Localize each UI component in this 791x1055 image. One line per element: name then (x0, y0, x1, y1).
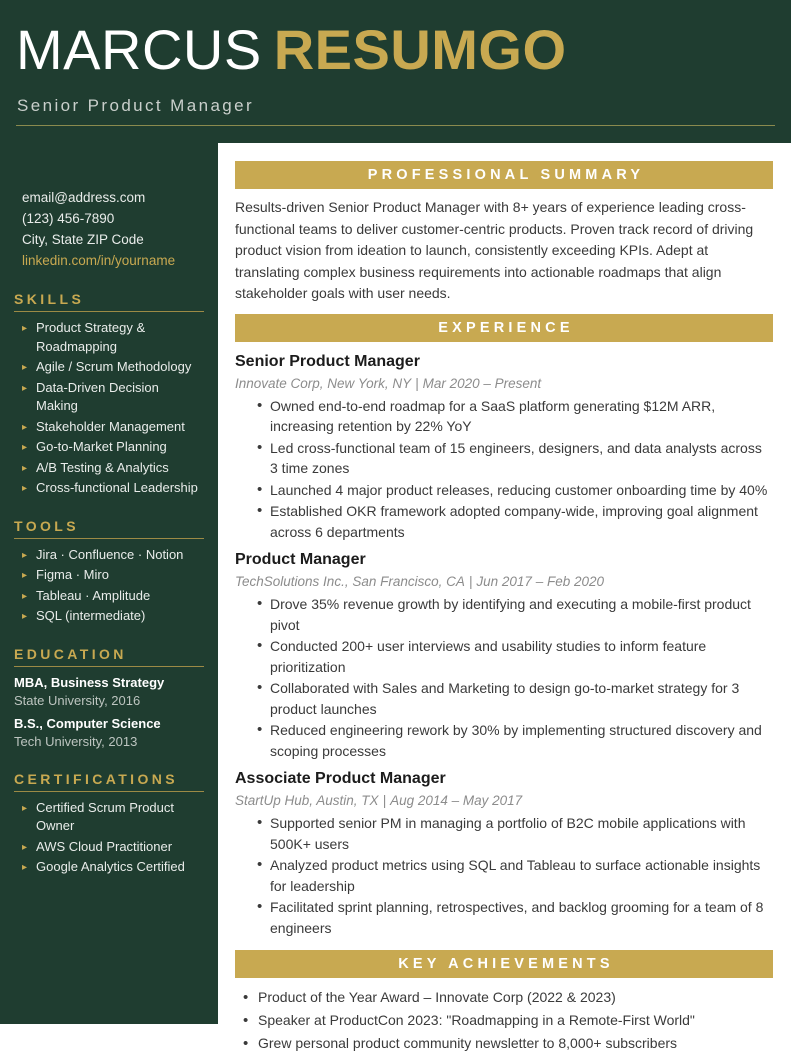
job-company: StartUp Hub, Austin, TX (235, 793, 379, 808)
job-title: Senior Product Manager (235, 352, 420, 370)
certifications-list (14, 799, 204, 877)
job-company: TechSolutions Inc., San Francisco, CA (235, 574, 465, 589)
header-divider (16, 125, 775, 126)
list-item: • Reduced engineering rework by 30% by implementing structured discovery and scoping processes (257, 720, 773, 761)
experience-entry (235, 350, 773, 543)
tools-list (14, 546, 204, 626)
job-meta-separator: | (382, 793, 387, 808)
list-item: ▸ Stakeholder Management (14, 418, 204, 437)
list-item: • Led cross-functional team of 15 engineers, designers, and data analysts across 3 time zones (257, 438, 773, 479)
education-school: Tech University, 2013 (14, 733, 138, 749)
list-item: ▸ SQL (intermediate) (14, 607, 204, 626)
list-item: • Collaborated with Sales and Marketing to design go-to-market strategy for 3 product launches (257, 678, 773, 719)
section-spacer (235, 942, 773, 950)
education-degree: B.S., Computer Science (14, 715, 161, 731)
tools-heading: TOOLS (14, 518, 204, 539)
list-item: • Analyzed product metrics using SQL and Tableau to surface actionable insights for leadership (257, 855, 773, 896)
contact-phone[interactable]: (123) 456-7890 (22, 211, 115, 226)
list-item: ▸ Product Strategy & Roadmapping (14, 319, 204, 356)
achievements-list (235, 986, 773, 1055)
contact-location: City, State ZIP Code (22, 232, 144, 247)
certifications-section (14, 771, 204, 877)
list-item: ▸ Google Analytics Certified (14, 858, 204, 877)
main-content (220, 143, 791, 1051)
resume-header (0, 0, 791, 143)
list-item: • Established OKR framework adopted company-wide, improving goal alignment across 6 departments (257, 501, 773, 542)
job-title: Product Manager (235, 551, 366, 568)
list-item: ▸ Cross-functional Leadership (14, 479, 204, 498)
tools-section (14, 518, 204, 626)
list-item: • Launched 4 major product releases, reducing customer onboarding time by 40% (257, 480, 773, 501)
job-company: Innovate Corp, New York, NY (235, 375, 412, 391)
achievements-heading: KEY ACHIEVEMENTS (235, 950, 773, 978)
summary-heading: PROFESSIONAL SUMMARY (235, 161, 773, 189)
skills-section (14, 291, 204, 498)
job-meta-separator: | (415, 375, 419, 391)
job-bullets (235, 594, 773, 761)
list-item: ▸ AWS Cloud Practitioner (14, 838, 204, 857)
job-meta (235, 373, 773, 394)
job-bullets (235, 813, 773, 938)
summary-text: Results-driven Senior Product Manager with 8+ years of experience leading cross-functional teams to deliver customer-centric products. Proven track record of driving product vision from ideation to launch, consistently exceeding KPIs. Adept at translating complex business requirements into actionable roadmaps that align stakeholder goals with user needs. (235, 199, 754, 301)
list-item: • Speaker at ProductCon 2023: "Roadmapping in a Remote-First World" (243, 1009, 773, 1032)
list-item: • Owned end-to-end roadmap for a SaaS platform generating $12M ARR, increasing retention by 22% YoY (257, 396, 773, 437)
skills-heading: SKILLS (14, 291, 204, 312)
education-entry (14, 674, 204, 710)
list-item: ▸ Go-to-Market Planning (14, 438, 204, 457)
list-item: ▸ Tableau · Amplitude (14, 587, 204, 606)
education-school: State University, 2016 (14, 692, 141, 708)
job-meta (235, 790, 773, 811)
job-title: Associate Product Manager (235, 770, 446, 787)
list-item: ▸ Certified Scrum Product Owner (14, 799, 204, 836)
list-item: ▸ Data-Driven Decision Making (14, 379, 204, 416)
list-item: • Conducted 200+ user interviews and usability studies to inform feature prioritization (257, 636, 773, 677)
sidebar (0, 143, 218, 1024)
job-meta-separator: | (468, 574, 473, 589)
list-item: • Supported senior PM in managing a portfolio of B2C mobile applications with 500K+ users (257, 813, 773, 854)
job-dates: Jun 2017 – Feb 2020 (476, 574, 604, 589)
education-degree: MBA, Business Strategy (14, 674, 165, 690)
job-dates: Mar 2020 – Present (422, 375, 542, 391)
list-item: • Facilitated sprint planning, retrospectives, and backlog grooming for a team of 8 engineers (257, 897, 773, 938)
contact-linkedin[interactable]: linkedin.com/in/yourname (22, 253, 176, 268)
skills-list (14, 319, 204, 498)
experience-entry (235, 548, 773, 761)
list-item: ▸ Jira · Confluence · Notion (14, 546, 204, 565)
contact-list (22, 187, 204, 271)
job-bullets (235, 396, 773, 543)
contact-email[interactable]: email@address.com (22, 190, 146, 205)
list-item: • Drove 35% revenue growth by identifying and executing a mobile-first product pivot (257, 594, 773, 635)
job-meta (235, 571, 773, 592)
certifications-heading: CERTIFICATIONS (14, 771, 204, 792)
list-item: ▸ Agile / Scrum Methodology (14, 358, 204, 377)
education-entry (14, 715, 204, 751)
candidate-tagline: Senior Product Manager (17, 96, 255, 115)
list-item: • Product of the Year Award – Innovate Corp (2022 & 2023) (243, 986, 773, 1009)
experience-entry (235, 767, 773, 938)
list-item: ▸ A/B Testing & Analytics (14, 459, 204, 478)
experience-heading: EXPERIENCE (235, 314, 773, 342)
candidate-name (16, 18, 567, 81)
list-item: • Grew personal product community newsletter to 8,000+ subscribers (243, 1032, 773, 1055)
education-heading: EDUCATION (14, 646, 204, 667)
job-dates: Aug 2014 – May 2017 (390, 793, 523, 808)
education-section (14, 646, 204, 751)
candidate-first-name: MARCUS (16, 18, 262, 81)
list-item: ▸ Figma · Miro (14, 566, 204, 585)
candidate-last-name: RESUMGO (273, 18, 567, 81)
